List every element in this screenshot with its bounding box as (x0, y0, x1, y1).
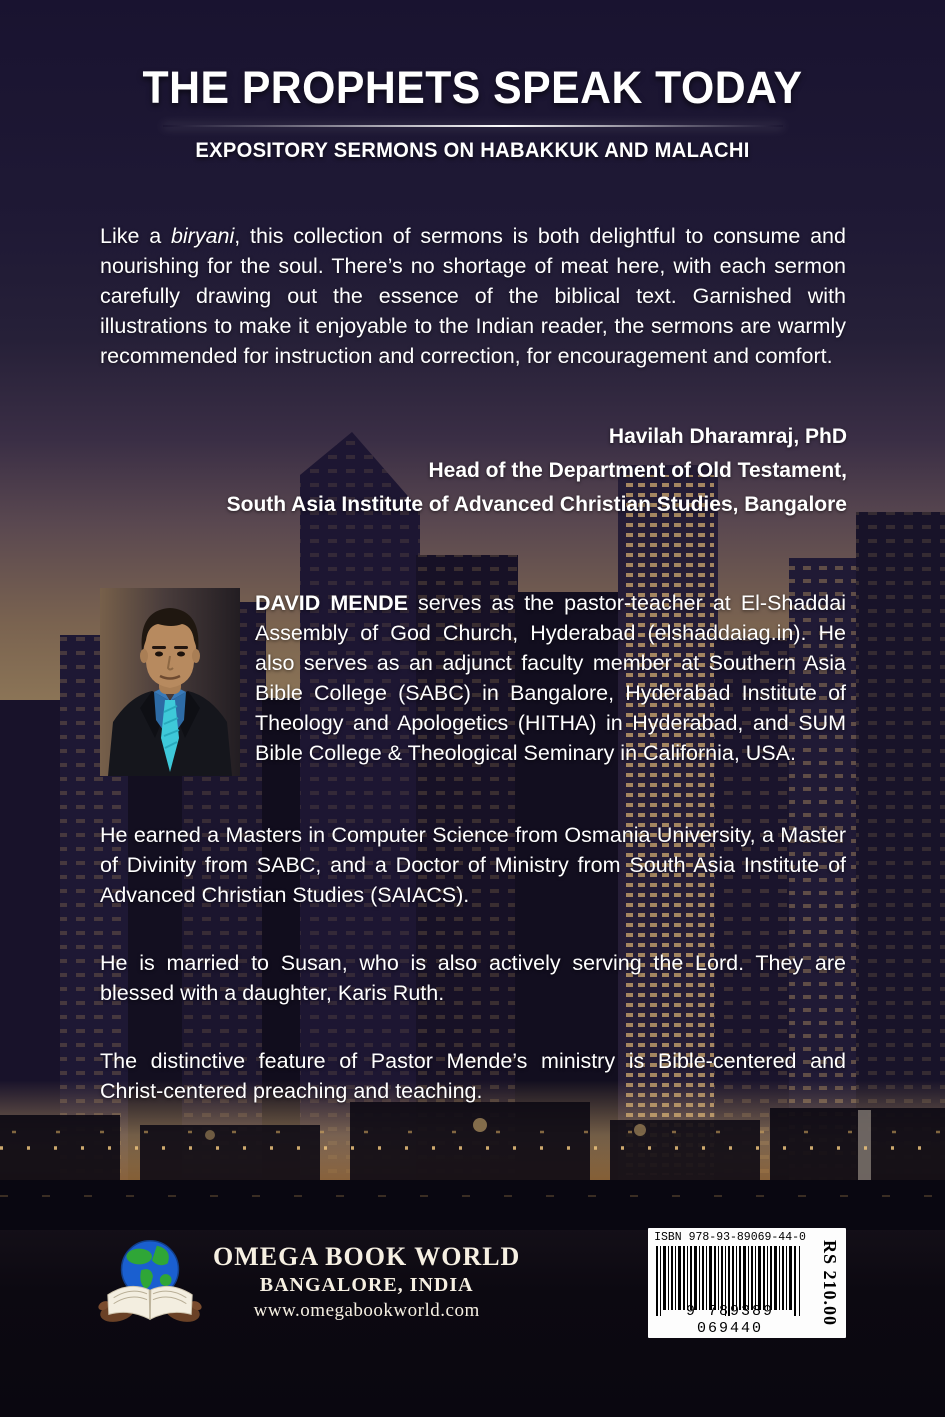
publisher-text-block (213, 1242, 520, 1323)
book-title: THE PROPHETS SPEAK TODAY (142, 62, 803, 113)
barcode-digits: 9 789389 069440 (685, 1303, 774, 1337)
title-block (0, 62, 945, 163)
endorsement-italic-word: biryani (170, 224, 235, 248)
publisher-location: BANGALORE, INDIA (259, 1273, 474, 1296)
publisher-block (96, 1232, 520, 1332)
isbn-barcode (648, 1228, 846, 1338)
publisher-website: www.omegabookworld.com (253, 1299, 480, 1321)
endorsement-prefix: Like a (100, 224, 171, 248)
endorsement-paragraph (100, 221, 846, 371)
endorsement-attribution (227, 420, 847, 522)
bio-paragraph-education: He earned a Masters in Computer Science from Osmania University, a Master of Divinity from SABC, and a Doctor of Ministry from South Asia Institute of Advanced Christian Studies (SAIACS). (100, 823, 846, 907)
author-bio-paragraph (255, 588, 846, 776)
publisher-name: OMEGA BOOK WORLD (213, 1241, 521, 1271)
author-photo (100, 588, 240, 776)
price-label: RS 210.00 (820, 1239, 840, 1326)
endorser-name: Havilah Dharamraj, PhD (608, 425, 847, 448)
endorser-role: Head of the Department of Old Testament, (428, 459, 847, 482)
author-bio-section (100, 588, 846, 776)
endorser-organization: South Asia Institute of Advanced Christian Studies, Bangalore (226, 493, 847, 516)
publisher-logo-icon (96, 1232, 204, 1332)
endorsement-body: , this collection of sermons is both delightful to consume and nourishing for the soul. There’s no shortage of meat here, with each sermon carefully drawing out the essence of the biblical text. Garnished with illustrations to make it enjoyable to the Indian reader, the sermons are warmly recommended for instruction and correction, for encouragement and comfort. (100, 224, 846, 368)
title-divider (163, 125, 783, 127)
bio-paragraph-ministry: The distinctive feature of Pastor Mende’s ministry is Bible-centered and Christ-centered preaching and teaching. (100, 1049, 846, 1103)
book-subtitle: EXPOSITORY SERMONS ON HABAKKUK AND MALACHI (195, 139, 750, 162)
author-name: DAVID MENDE (255, 591, 408, 615)
bio-paragraph-family: He is married to Susan, who is also actively serving the Lord. They are blessed with a daughter, Karis Ruth. (100, 951, 846, 1005)
author-bio-text: serves as the pastor-teacher at El-Shaddai Assembly of God Church, Hyderabad (elshaddaiag.in). He also serves as an adjunct faculty member at Southern Asia Bible College (SABC) in Bangalore, Hyderabad Institute of Theology and Apologetics (HITHA) in Hyderabad, and SUM Bible College & Theological Seminary in California, USA. (255, 591, 846, 765)
isbn-label: ISBN 978-93-89069-44-0 (654, 1231, 806, 1244)
